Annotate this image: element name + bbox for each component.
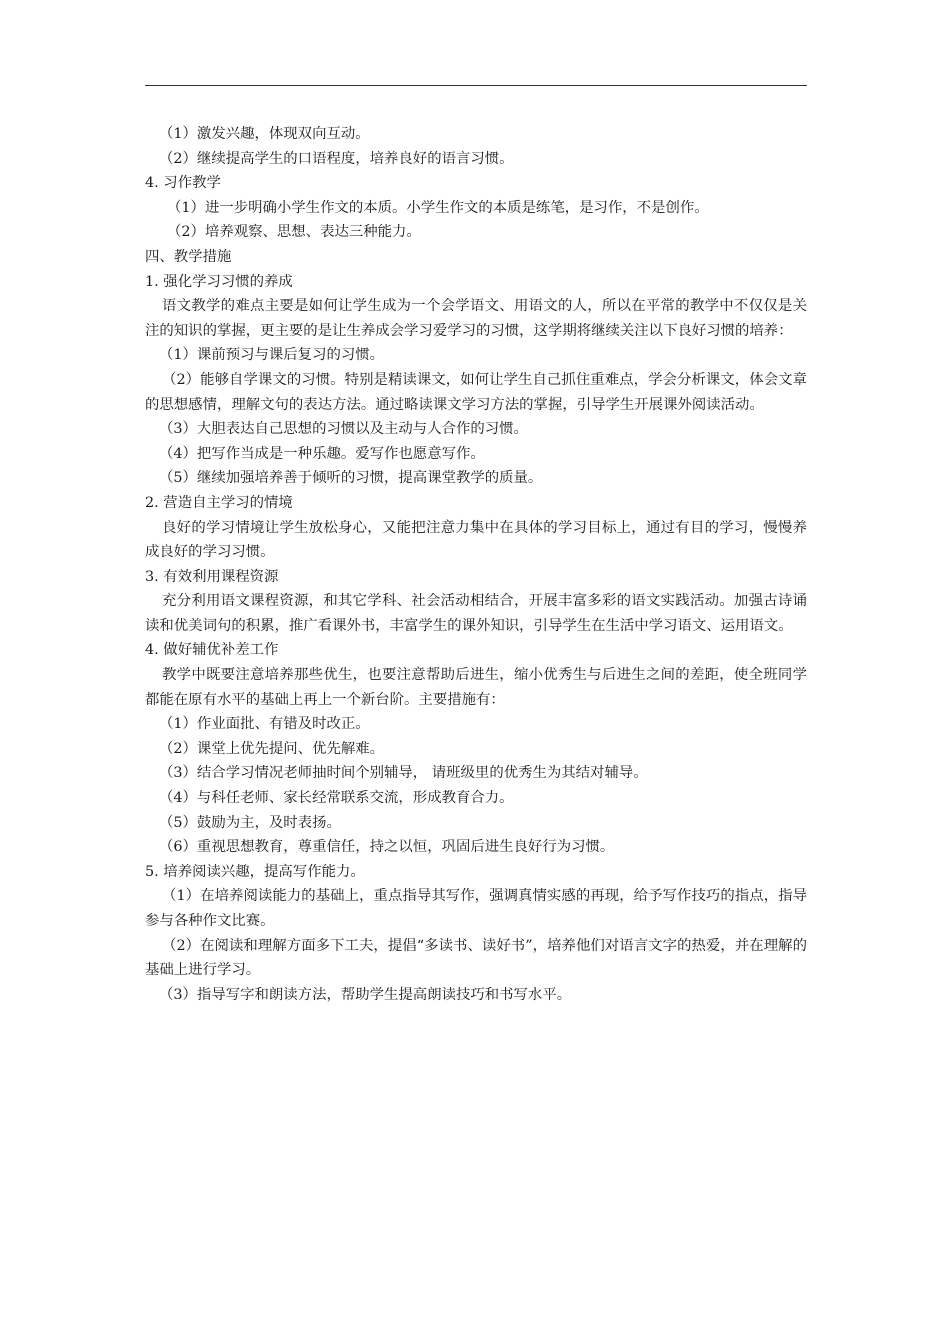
body-paragraph: 充分利用语文课程资源，和其它学科、社会活动相结合，开展丰富多彩的语文实践活动。加强古诗诵读和优美词句的积累，推广看课外书，丰富学生的课外知识，引导学生在生活中学习语文、运用语文。	[145, 593, 807, 634]
list-item: （2）在阅读和理解方面多下工夫，提倡“多读书、读好书”，培养他们对语言文字的热爱，并在理解的基础上进行学习。	[145, 937, 807, 979]
list-item: （6）重视思想教育，尊重信任，持之以恒，巩固后进生良好行为习惯。	[159, 839, 615, 856]
list-item: （1）进一步明确小学生作文的本质。小学生作文的本质是练笔，是习作，不是创作。	[167, 199, 709, 216]
section-heading: 2. 营造自主学习的情境	[145, 494, 293, 511]
list-item: （2）课堂上优先提问、优先解难。	[159, 740, 385, 757]
document-body	[145, 122, 807, 1007]
section-heading: 1. 强化学习习惯的养成	[145, 273, 293, 290]
list-item: （5）鼓励为主，及时表扬。	[159, 814, 341, 831]
body-paragraph: 教学中既要注意培养那些优生，也要注意帮助后进生，缩小优秀生与后进生之间的差距，使全班同学都能在原有水平的基础上再上一个新台阶。主要措施有：	[145, 667, 807, 708]
section-heading: 4. 习作教学	[145, 175, 221, 192]
body-paragraph: 良好的学习情境让学生放松身心，又能把注意力集中在具体的学习目标上，通过有目的学习，慢慢养成良好的学习习惯。	[145, 519, 807, 561]
list-item: （4）把写作当成是一种乐趣。爱写作也愿意写作。	[159, 445, 485, 462]
list-item: （2）能够自学课文的习惯。特别是精读课文，如何让学生自己抓住重难点，学会分析课文，体会文章的思想感情，理解文句的表达方法。通过略读课文学习方法的掌握，引导学生开展课外阅读活动。	[145, 371, 807, 413]
list-item: （2）培养观察、思想、表达三种能力。	[167, 224, 421, 241]
list-item: （3）大胆表达自己思想的习惯以及主动与人合作的习惯。	[159, 421, 528, 438]
list-item: （3）指导写字和朗读方法，帮助学生提高朗读技巧和书写水平。	[159, 986, 572, 1003]
list-item: （1）在培养阅读能力的基础上，重点指导其写作，强调真情实感的再现，给予写作技巧的指点，指导参与各种作文比赛。	[145, 888, 807, 929]
section-heading: 3. 有效利用课程资源	[145, 568, 279, 585]
list-item: （3）结合学习情况老师抽时间个别辅导， 请班级里的优秀生为其结对辅导。	[159, 765, 648, 782]
header-rule	[145, 85, 807, 86]
list-item: （4）与科任老师、家长经常联系交流，形成教育合力。	[159, 790, 514, 807]
section-heading: 5. 培养阅读兴趣，提高写作能力。	[145, 863, 365, 880]
list-item: （1）课前预习与课后复习的习惯。	[159, 347, 385, 364]
body-paragraph: 语文教学的难点主要是如何让学生成为一个会学语文、用语文的人，所以在平常的教学中不仅仅是关注的知识的掌握，更主要的是让生养成会学习爱学习的习惯，这学期将继续关注以下良好习惯的培养：	[145, 298, 807, 339]
list-item: （2）继续提高学生的口语程度，培养良好的语言习惯。	[159, 150, 514, 167]
list-item: （5）继续加强培养善于倾听的习惯，提高课堂教学的质量。	[159, 470, 543, 487]
list-item: （1）作业面批、有错及时改正。	[159, 716, 370, 733]
list-item: （1）激发兴趣，体现双向互动。	[159, 126, 370, 142]
section-heading: 4. 做好辅优补差工作	[145, 642, 279, 659]
chapter-heading: 四、教学措施	[145, 248, 232, 265]
